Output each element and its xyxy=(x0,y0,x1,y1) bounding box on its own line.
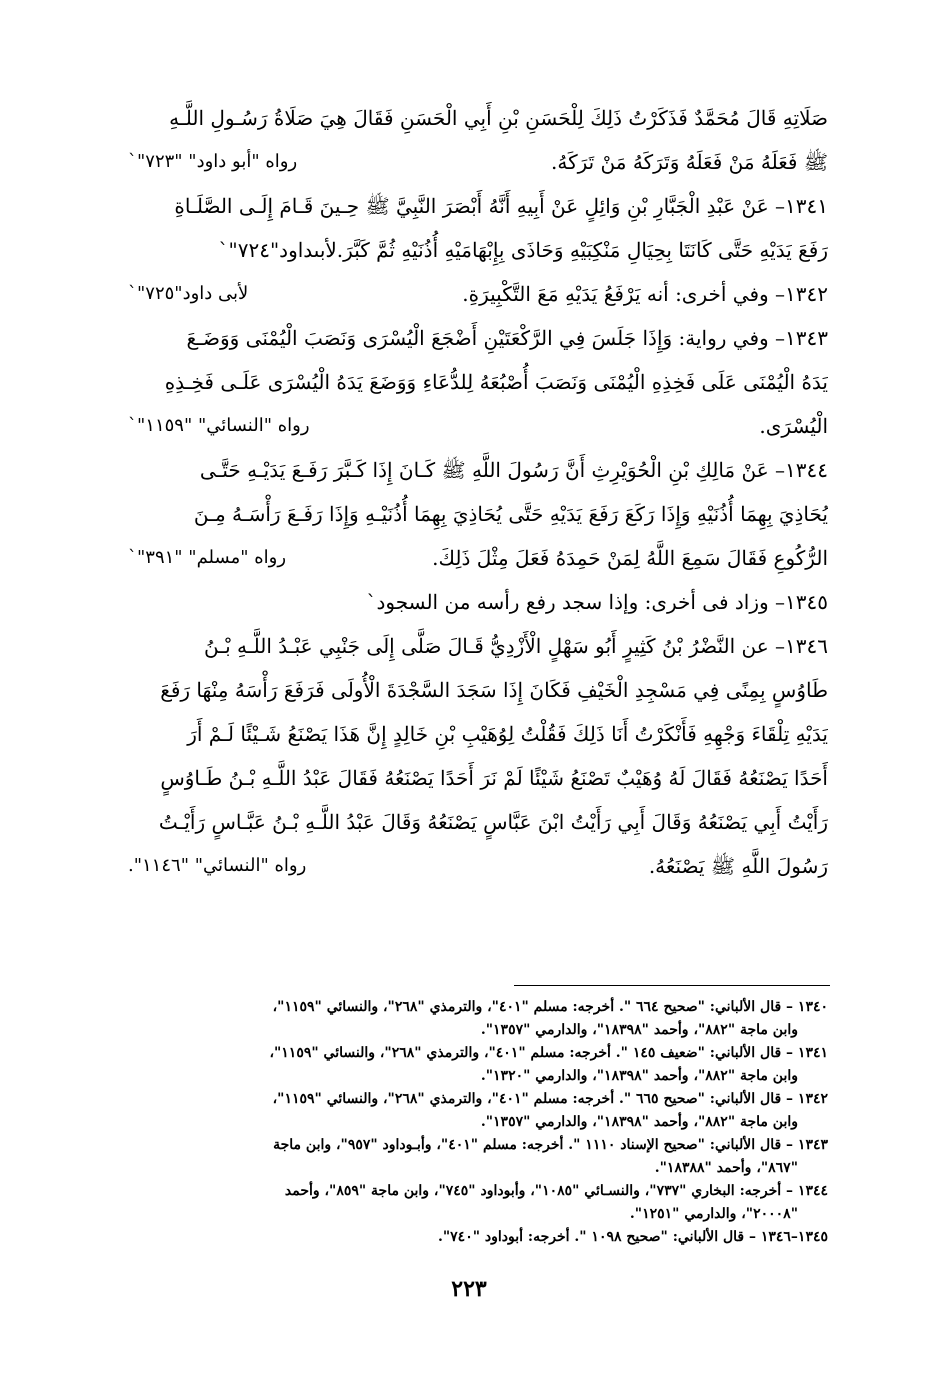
line-text: يَدَهُ الْيُمْنَى عَلَى فَخِذِهِ الْيُمْنَى وَنَصَبَ أُصْبُعَهُ لِلدُّعَاءِ وَوَضَعَ يَدَهُ الْيُسْرَى عَلَـى فَخِـذِهِ xyxy=(164,370,828,394)
line-text: ﷺ فَعَلَهُ مَنْ فَعَلَهُ وَتَرَكَهُ مَنْ تَرَكَهُ. xyxy=(551,150,828,174)
footnotes xyxy=(138,996,828,1249)
text-line xyxy=(128,668,828,712)
footnote-line: "٨٦٧"، وأحمد "١٨٣٨٨". xyxy=(654,1160,798,1176)
footnote-divider xyxy=(514,985,830,986)
line-text: ١٣٤٦– عن النَّضْرُ بْنُ كَثِيرٍ أَبُو سَهْلٍ الْأَزْدِيُّ قَـالَ صَلَّى إِلَى جَنْبِي عَبْـدُ اللَّـهِ بْـنُ xyxy=(204,634,828,658)
text-line xyxy=(128,580,828,624)
line-text: ١٣٤١– عَنْ عَبْدِ الْجَبَّارِ بْنِ وَائِلٍ عَنْ أَبِيهِ أَنَّهُ أَبْصَرَ النَّبِيَّ ﷺ حِـينَ قَـامَ إِلَـى الصَّلَـاةِ xyxy=(174,194,828,218)
text-line xyxy=(128,140,828,184)
footnote-line: "٢٠٠٠٨"، والدارمي "١٢٥١". xyxy=(629,1206,798,1222)
line-text: ١٣٤٣– وفي رواية: وَإِذَا جَلَسَ فِي الرَّكْعَتَيْنِ أَضْجَعَ الْيُسْرَى وَنَصَبَ الْيُمْنَى وَوَضَـعَ xyxy=(186,326,828,350)
footnote-line: ١٣٤٣ – قال الألباني: "صحيح الإسناد ١١١٠ ". أخرجه: مسلم "٤٠١"، وأبـوداود "٩٥٧"، وابن ماجة xyxy=(273,1137,828,1153)
line-text: ١٣٤٥– وزاد فى أخرى: وإذا سجد رفع رأسه من السجود` xyxy=(366,590,828,614)
footnote-line: وابن ماجة "٨٨٢"، وأحمد "١٨٣٩٨"، والدارمي "١٣٥٧". xyxy=(480,1114,798,1130)
line-text: الرُّكُوعِ فَقَالَ سَمِعَ اللَّهُ لِمَنْ حَمِدَهُ فَعَلَ مِثْلَ ذَلِكَ. xyxy=(432,546,828,570)
footnote-line: ١٣٤٤ – أخرجه: البخاري "٧٣٧"، والنسـائي "١٠٨٥"، وأبوداود "٧٤٥"، وابن ماجة "٨٥٩"، وأحمد xyxy=(284,1183,828,1199)
line-text: يَدَيْهِ تِلْقَاءَ وَجْهِهِ فَأَنْكَرْتُ أَنَا ذَلِكَ فَقُلْتُ لِوُهَيْبِ بْنِ خَالِدٍ إِنَّ هَذَا يَصْنَعُ شَـيْئًا لَـمْ أَرَ xyxy=(187,722,828,746)
text-line xyxy=(128,404,828,448)
line-text: رَفَعَ يَدَيْهِ حَتَّى كَانَتَا بِحِيَالِ مَنْكِبَيْهِ وَحَاذَى بِإِبْهَامَيْهِ أُذُنَيْهِ ثُمَّ كَبَّرَ.لأبىداود"٧٢٤"` xyxy=(218,238,828,262)
line-text: ١٣٤٢– وفي أخرى: أنه يَرْفَعُ يَدَيْهِ مَعَ التَّكْبِيرَةِ. xyxy=(462,282,828,306)
line-text: الْيُسْرَى. xyxy=(759,414,828,438)
source-reference: رواه "النسائي" "١١٤٦". xyxy=(128,855,307,876)
source-reference: رواه "أبو داود" "٧٢٣"` xyxy=(128,151,298,172)
footnote-line: ١٣٤٥–١٣٤٦ – قال الألباني: "صحيح ١٠٩٨ ". أخرجه: أبوداود "٧٤٠". xyxy=(437,1229,828,1245)
line-text: ١٣٤٤– عَنْ مَالِكِ بْنِ الْحُوَيْرِثِ أَنَّ رَسُولَ اللَّهِ ﷺ كَـانَ إِذَا كَـبَّرَ رَفَـعَ يَدَيْـهِ حَتَّـى xyxy=(199,458,828,482)
text-line xyxy=(128,360,828,404)
text-line xyxy=(128,800,828,844)
footnote-line: ١٣٤٠ – قال الألباني: "صحيح ٦٦٤ ". أخرجه: مسلم "٤٠١"، والترمذي "٢٦٨"، والنسائي "١١٥٩"، xyxy=(272,999,828,1015)
text-line xyxy=(128,536,828,580)
page-number: ٢٢٣ xyxy=(451,1276,487,1302)
line-text: صَلَاتِهِ قَالَ مُحَمَّدٌ فَذَكَرْتُ ذَلِكَ لِلْحَسَنِ بْنِ أَبِي الْحَسَنِ فَقَالَ هِيَ صَلَاةُ رَسُـولِ اللَّـهِ xyxy=(169,106,828,130)
text-line xyxy=(128,448,828,492)
text-line xyxy=(128,316,828,360)
hadith-body xyxy=(128,96,828,888)
text-line xyxy=(128,712,828,756)
source-reference: لأبى داود"٧٢٥"` xyxy=(128,283,249,304)
source-reference: رواه "مسلم" "٣٩١"` xyxy=(128,547,287,568)
line-text: طَاوُسٍ بِمِنًى فِي مَسْجِدِ الْخَيْفِ فَكَانَ إِذَا سَجَدَ السَّجْدَةَ الْأُولَى فَرَفَعَ رَأْسَهُ مِنْهَا رَفَعَ xyxy=(160,678,828,702)
line-text: رَأَيْتُ أَبِي يَصْنَعُهُ وَقَالَ أَبِي رَأَيْتُ ابْنَ عَبَّاسٍ يَصْنَعُهُ وَقَالَ عَبْدُ اللَّـهِ بْـنُ عَبَّـاسٍ رَأَيْـتُ xyxy=(158,810,828,834)
line-text: أَحَدًا يَصْنَعُهُ فَقَالَ لَهُ وُهَيْبٌ تَصْنَعُ شَيْئًا لَمْ نَرَ أَحَدًا يَصْنَعُهُ فَقَالَ عَبْدُ اللَّـهِ بْـنُ طَـاوُسٍ xyxy=(160,766,828,790)
text-line xyxy=(128,492,828,536)
text-line xyxy=(128,272,828,316)
footnote-line: وابن ماجة "٨٨٢"، وأحمد "١٨٣٩٨"، والدارمي "١٣٢٠". xyxy=(480,1068,798,1084)
text-line xyxy=(128,756,828,800)
footnote-line: وابن ماجة "٨٨٢"، وأحمد "١٨٣٩٨"، والدارمي "١٣٥٧". xyxy=(480,1022,798,1038)
footnote-line: ١٣٤٢ – قال الألباني: "صحيح ٦٦٥ ". أخرجه: مسلم "٤٠١"، والترمذي "٢٦٨"، والنسائي "١١٥٩"، xyxy=(272,1091,828,1107)
text-line xyxy=(128,844,828,888)
text-line xyxy=(128,228,828,272)
text-line xyxy=(128,624,828,668)
source-reference: رواه "النسائي" "١١٥٩"` xyxy=(128,415,310,436)
line-text: يُحَاذِيَ بِهِمَا أُذُنَيْهِ وَإِذَا رَكَعَ رَفَعَ يَدَيْهِ حَتَّى يُحَاذِيَ بِهِمَا أُذُنَيْـهِ وَإِذَا رَفَـعَ رَأْسَـهُ مِـنَ xyxy=(193,502,828,526)
line-text: رَسُولَ اللَّهِ ﷺ يَصْنَعُهُ. xyxy=(648,854,828,878)
text-line xyxy=(128,184,828,228)
footnote-line: ١٣٤١ – قال الألباني: "ضعيف ١٤٥ ". أخرجه: مسلم "٤٠١"، والترمذي "٢٦٨"، والنسائي "١١٥٩"، xyxy=(269,1045,828,1061)
text-line xyxy=(128,96,828,140)
